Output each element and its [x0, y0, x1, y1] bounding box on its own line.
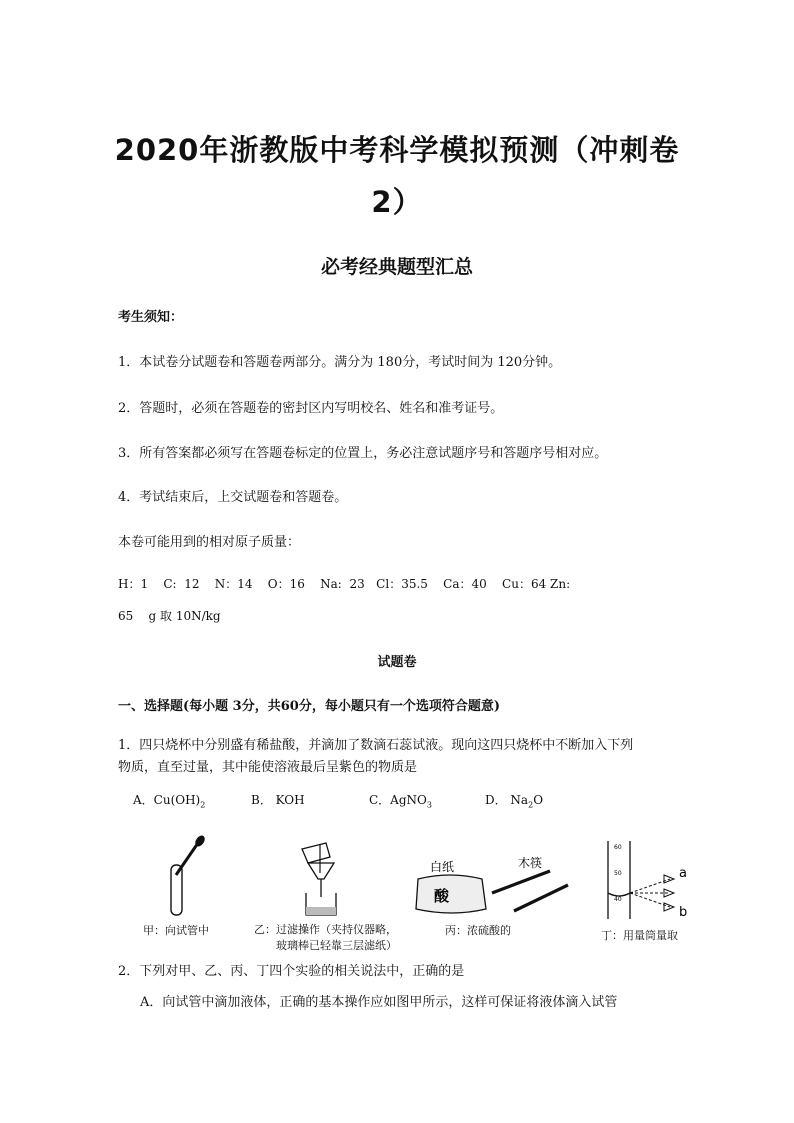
q1-stem: 物质，直至过量，其中能使溶液最后呈紫色的物质是 — [118, 760, 418, 775]
page-title-line2: 2） — [371, 185, 423, 219]
notice-item: 1．本试卷分试题卷和答题卷两部分。满分为 180分，考试时间为 120分钟。 — [118, 355, 562, 370]
svg-text:b: b — [679, 905, 688, 920]
svg-text:50: 50 — [614, 870, 622, 877]
q1-stem: 1．四只烧杯中分别盛有稀盐酸，并滴加了数滴石蕊试液。现向这四只烧杯中不断加入下列 — [118, 738, 634, 753]
caption-bing: 丙：浓硫酸的 — [445, 924, 511, 937]
q2-option-a: A．向试管中滴加液体，正确的基本操作应如图甲所示，这样可保证将液体滴入试管 — [140, 995, 618, 1010]
notice-item: 4．考试结束后，上交试题卷和答题卷。 — [118, 490, 348, 505]
page-subtitle: 必考经典题型汇总 — [320, 256, 473, 278]
q2-stem: 2．下列对甲、乙、丙、丁四个实验的相关说法中，正确的是 — [118, 964, 465, 979]
notice-heading: 考生须知： — [118, 310, 184, 325]
q1-option-b: B． KOH — [251, 793, 305, 807]
caption-jia: 甲：向试管中 — [143, 924, 209, 937]
notice-item: 3．所有答案都必须写在答题卷标定的位置上，务必注意试题序号和答题序号相对应。 — [118, 446, 608, 461]
atomic-mass-line: 65 g 取 10N/kg — [118, 609, 221, 623]
q1-option-d: D． $Na_2O$ — [485, 793, 544, 810]
label-acid-char: 酸 — [434, 887, 450, 905]
atomic-mass-line: H：1 C: 12 N：14 O：16 Na: 23 Cl：35.5 Ca：40 Cu：64 Zn: — [118, 577, 571, 591]
part1-heading: 一、选择题(每小题 3分，共60分，每小题只有一个选项符合题意) — [118, 699, 500, 714]
notice-item: 2．答题时，必须在答题卷的密封区内写明校名、姓名和准考证号。 — [118, 401, 504, 416]
svg-text:40: 40 — [614, 896, 622, 903]
label-white-paper: 白纸 — [430, 860, 455, 874]
page-title: 2020年浙教版中考科学模拟预测（冲刺卷 — [114, 133, 680, 167]
test-tube-dropper-illustration — [171, 835, 207, 915]
svg-text:60: 60 — [614, 844, 622, 851]
caption-ding: 丁：用量筒量取 — [601, 929, 678, 942]
q1-option-a: A．$Cu(OH)_2$ — [133, 793, 206, 810]
caption-yi-line1: 乙：过滤操作（夹持仪器略， — [254, 923, 397, 936]
caption-yi-line2: 玻璃棒已轻靠三层滤纸） — [276, 939, 397, 952]
atomic-mass-heading: 本卷可能用到的相对原子质量： — [118, 535, 301, 550]
sulfuric-acid-paper-illustration — [416, 855, 568, 913]
filtration-illustration — [302, 843, 336, 915]
svg-text:a: a — [679, 866, 687, 881]
paper-title: 试题卷 — [377, 655, 417, 670]
graduated-cylinder-illustration — [608, 841, 687, 920]
label-chopstick: 木筷 — [518, 856, 543, 870]
q1-option-c: C．AgNO$_3$ — [369, 793, 432, 810]
